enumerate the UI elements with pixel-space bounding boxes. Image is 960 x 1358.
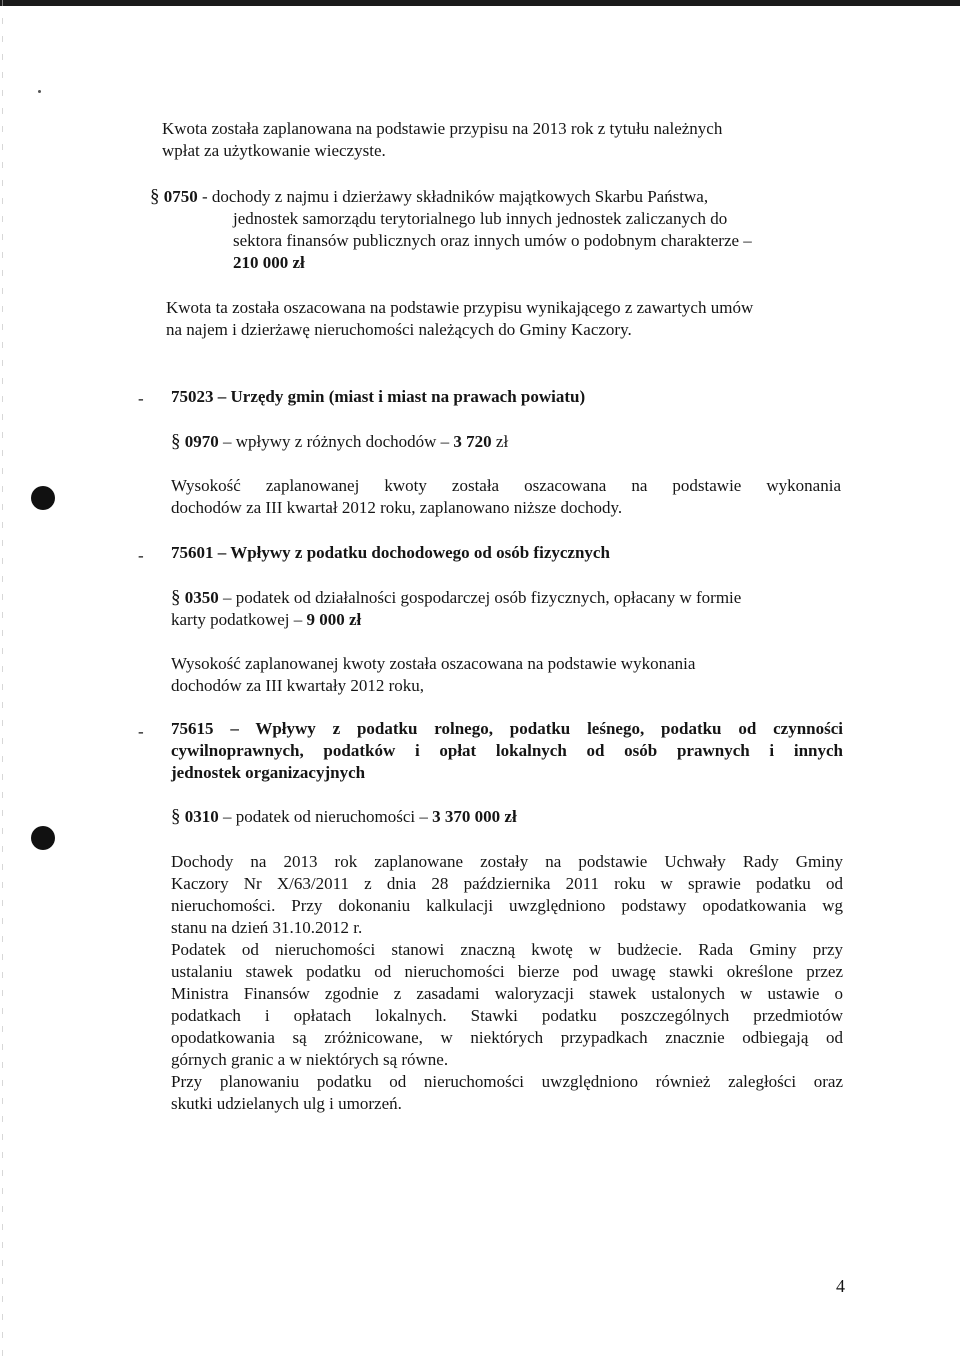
paragraph-line xyxy=(171,587,843,609)
heading-line: cywilnoprawnych, podatków i opłat lokalnych od osób prawnych i innych xyxy=(171,741,843,760)
currency-unit: zł xyxy=(491,432,509,451)
text-line: Podatek od nieruchomości stanowi znaczną kwotę w budżecie. Rada Gminy przy xyxy=(171,940,843,959)
paragraph-0750 xyxy=(150,186,830,274)
chapter-heading-75601: 75601 – Wpływy z podatku dochodowego od osób fizycznych xyxy=(171,543,610,562)
body-75615 xyxy=(171,851,843,1115)
chapter-heading-75615 xyxy=(171,718,843,784)
text-line: dochodów za III kwartały 2012 roku, xyxy=(171,676,425,695)
text-line: opodatkowania są zróżnicowane, w niektórych przypadkach znacznie odbiegają od xyxy=(171,1028,843,1047)
punch-hole-lower xyxy=(31,826,55,850)
text-line: górnych granic a w niektórych są równe. xyxy=(171,1050,449,1069)
text-line: podatkach i opłatach lokalnych. Stawki podatku poszczególnych przedmiotów xyxy=(171,1006,843,1025)
paragraph-text: – wpływy z różnych dochodów – xyxy=(218,432,454,451)
section-symbol: § xyxy=(171,587,181,608)
punch-hole-upper xyxy=(31,486,55,510)
text-line: Dochody na 2013 rok zaplanowane zostały na podstawie Uchwały Rady Gminy xyxy=(171,852,843,871)
text-line: Wysokość zaplanowanej kwoty została oszacowana na podstawie wykonania xyxy=(171,476,841,495)
text-line: skutki udzielanych ulg i umorzeń. xyxy=(171,1094,402,1113)
paragraph-code: 0310 xyxy=(184,807,219,826)
paragraph-code: 0750 xyxy=(163,187,198,206)
heading-line: jednostek organizacyjnych xyxy=(171,763,366,782)
paragraph-0350 xyxy=(171,587,843,631)
text-line: stanu na dzień 31.10.2012 r. xyxy=(171,918,363,937)
paragraph-code: 0970 xyxy=(184,432,219,451)
amount: 9 000 zł xyxy=(306,610,362,629)
text-line: wpłat za użytkowanie wieczyste. xyxy=(162,141,386,160)
heading-line: 75615 – Wpływy z podatku rolnego, podatku leśnego, podatku od czynności xyxy=(171,719,843,738)
paragraph-0970 xyxy=(171,431,508,453)
list-dash: - xyxy=(138,389,144,408)
page-number: 4 xyxy=(836,1276,845,1296)
amount: 3 720 xyxy=(453,432,492,451)
text-line: ustalaniu stawek podatku od nieruchomości bierze pod uwagę stawki określone przez xyxy=(171,962,843,981)
text-line: Kwota ta została oszacowana na podstawie przypisu wynikającego z zawartych umów xyxy=(166,298,754,317)
text-line: jednostek samorządu terytorialnego lub innych jednostek zaliczanych do xyxy=(233,209,728,228)
paragraph-code: 0350 xyxy=(184,588,219,607)
text-line: Ministra Finansów zgodnie z zasadami waloryzacji stawek ustalonych w ustawie o xyxy=(171,984,843,1003)
scan-speck xyxy=(38,90,41,93)
section-symbol: § xyxy=(171,431,181,452)
chapter-heading-75023: 75023 – Urzędy gmin (miast i miast na prawach powiatu) xyxy=(171,387,586,406)
text-line: nieruchomości. Przy dokonaniu kalkulacji uwzględniono podstawy opodatkowania wg xyxy=(171,896,843,915)
list-dash: - xyxy=(138,546,144,565)
amount: 3 370 000 zł xyxy=(432,807,517,826)
text-line: Kaczory Nr X/63/2011 z dnia 28 października 2011 roku w sprawie podatku od xyxy=(171,874,843,893)
text-line: dochodów za III kwartał 2012 roku, zaplanowano niższe dochody. xyxy=(171,498,623,517)
scan-left-edge xyxy=(2,0,3,1358)
amount: 210 000 zł xyxy=(233,253,305,272)
estimate-paragraph xyxy=(166,297,826,341)
description-75023 xyxy=(171,475,841,519)
scan-top-border xyxy=(0,0,960,6)
paragraph-text: - dochody z najmu i dzierżawy składników majątkowych Skarbu Państwa, xyxy=(197,187,709,206)
paragraph-0310 xyxy=(171,806,517,828)
paragraph-line xyxy=(171,609,843,631)
intro-paragraph xyxy=(162,118,802,162)
text-line: sektora finansów publicznych oraz innych umów o podobnym charakterze – xyxy=(233,231,752,250)
section-symbol: § xyxy=(150,186,160,207)
section-symbol: § xyxy=(171,806,181,827)
text-line: Przy planowaniu podatku od nieruchomości uwzględniono również zaległości oraz xyxy=(171,1072,843,1091)
paragraph-line xyxy=(150,186,830,208)
text-line: Wysokość zaplanowanej kwoty została oszacowana na podstawie wykonania xyxy=(171,654,696,673)
text-line: na najem i dzierżawę nieruchomości należących do Gminy Kaczory. xyxy=(166,320,632,339)
description-75601 xyxy=(171,653,831,697)
paragraph-text: – podatek od działalności gospodarczej osób fizycznych, opłacany w formie xyxy=(218,588,742,607)
paragraph-text: – podatek od nieruchomości – xyxy=(218,807,433,826)
paragraph-text: karty podatkowej – xyxy=(171,610,307,629)
list-dash: - xyxy=(138,722,144,741)
text-line: Kwota została zaplanowana na podstawie przypisu na 2013 rok z tytułu należnych xyxy=(162,119,723,138)
